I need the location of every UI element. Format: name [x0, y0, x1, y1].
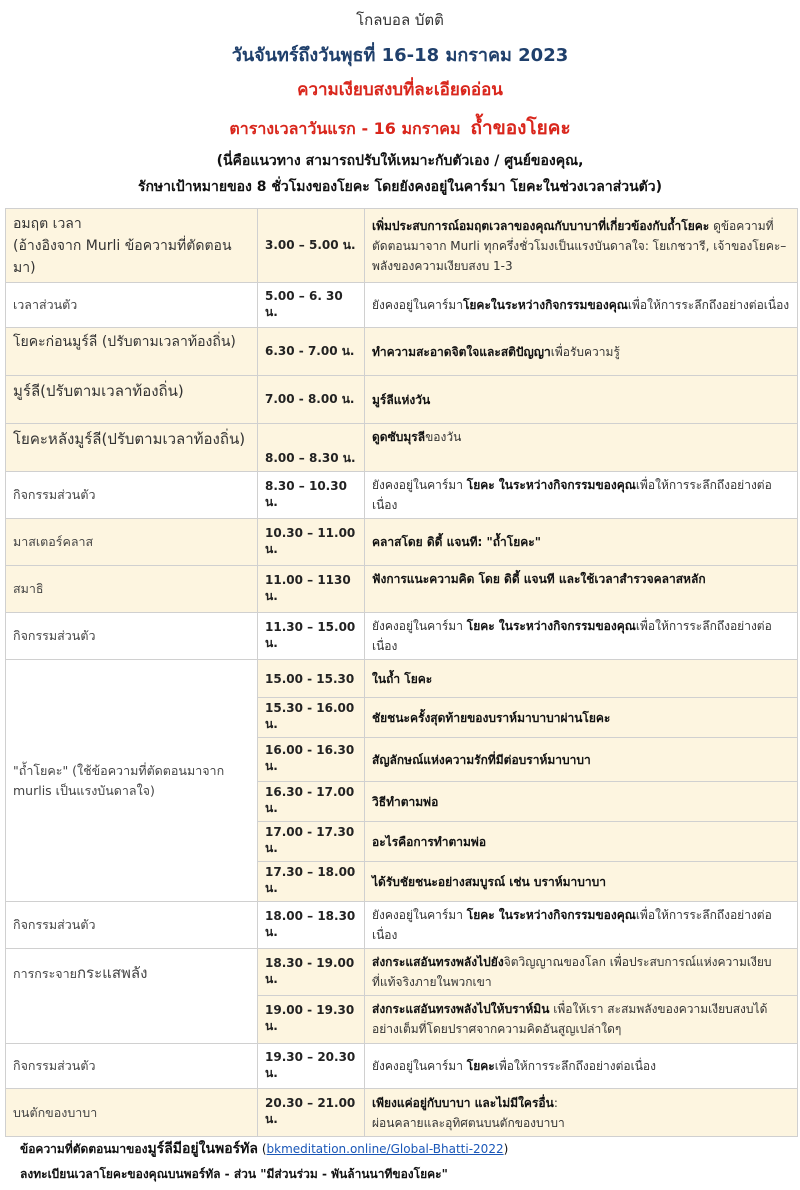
- table-row: [6, 613, 798, 660]
- description-bold: เพิ่มประสบการณ์อมฤตเวลาของคุณกับบาบาที่เกี่ยวข้องกับถ้ำโยคะ: [372, 218, 710, 233]
- table-row: [6, 902, 798, 949]
- description-bold: คลาสโดย ดิดี้ แจนที: "ถ้ำโยคะ": [372, 535, 541, 549]
- activity-cell: โยคะหลังมูร์ลี(ปรับตามเวลาท้องถิ่น): [6, 424, 258, 472]
- header-theme: ความเงียบสงบที่ละเอียดอ่อน: [297, 80, 503, 100]
- description-cell: [365, 283, 798, 328]
- time-cell: 16.00 - 16.30 น.: [258, 738, 365, 782]
- description-cell: [365, 328, 798, 376]
- time-cell: 19.30 – 20.30 น.: [258, 1044, 365, 1089]
- description-cell: [365, 613, 798, 660]
- table-row: [6, 949, 798, 996]
- description-bold: ส่งกระแสอันทรงพลังไปยัง: [372, 955, 504, 969]
- time-cell: 19.00 - 19.30 น.: [258, 996, 365, 1044]
- description-bold: ได้รับชัยชนะอย่างสมบูรณ์ เช่น บราห์มาบาบา: [372, 874, 606, 889]
- description-cell: [365, 424, 798, 472]
- activity-cell: กิจกรรมส่วนตัว: [6, 613, 258, 660]
- time-cell: 16.30 - 17.00 น.: [258, 782, 365, 822]
- activity-cell: [6, 209, 258, 283]
- time-cell: 10.30 – 11.00 น.: [258, 519, 365, 566]
- activity-label: อมฤต เวลา: [13, 215, 82, 232]
- table-row: [6, 424, 798, 472]
- description-post: เพื่อให้การระลึกถึงอย่างต่อเนื่อง: [372, 619, 772, 653]
- table-row: [6, 660, 798, 698]
- footer-note-close: ): [503, 1142, 509, 1156]
- header-line-1: โกลบอล บัตติ: [356, 11, 444, 29]
- description-bold: ชัยชนะครั้งสุดท้ายของบราห์มาบาบาผ่านโยคะ: [372, 710, 611, 725]
- description-bold: โยคะในระหว่างกิจกรรมของคุณ: [462, 298, 628, 312]
- description-cell: [365, 862, 798, 902]
- activity-cell: กิจกรรมส่วนตัว: [6, 902, 258, 949]
- activity-label-large: กระแสพลัง: [76, 964, 148, 982]
- time-cell: 8.30 – 10.30 น.: [258, 472, 365, 519]
- time-cell: 17.00 - 17.30 น.: [258, 822, 365, 862]
- time-cell: 15.00 - 15.30: [258, 660, 365, 698]
- table-row: [6, 376, 798, 424]
- activity-cell: กิจกรรมส่วนตัว: [6, 1044, 258, 1089]
- description-pre: ยังคงอยู่ในคาร์มา: [372, 619, 467, 633]
- description-bold: โยคะ ในระหว่างกิจกรรมของคุณ: [466, 478, 636, 492]
- description-cell: [365, 566, 798, 613]
- activity-label: การกระจาย: [13, 966, 77, 981]
- description-bold: โยคะ: [466, 1059, 495, 1073]
- time-cell: 7.00 - 8.00 น.: [258, 376, 365, 424]
- time-cell: 11.30 – 15.00 น.: [258, 613, 365, 660]
- description-bold: ฟังการแนะความคิด โดย ดิดี้ แจนที และใช้เวลาสำรวจคลาสหลัก: [372, 572, 706, 586]
- description-cell: [365, 660, 798, 698]
- description-bold: สัญลักษณ์แห่งความรักที่มีต่อบราห์มาบาบา: [372, 752, 591, 767]
- description-bold: โยคะ ในระหว่างกิจกรรมของคุณ: [466, 908, 636, 922]
- footer-note-bold: มูร์ลีมีอยู่ในพอร์ทัล: [147, 1141, 258, 1157]
- description-bold: ทำความสะอาดจิตใจและสติปัญญา: [372, 344, 551, 359]
- description-cell: [365, 902, 798, 949]
- description-post: เพื่อรับความรู้: [550, 344, 620, 359]
- description-cell: [365, 738, 798, 782]
- description-bold: ในถ้ำ โยคะ: [372, 671, 433, 686]
- table-row: [6, 472, 798, 519]
- table-row: [6, 519, 798, 566]
- time-cell: 3.00 – 5.00 น.: [258, 209, 365, 283]
- table-row: [6, 566, 798, 613]
- description-cell: [365, 1089, 798, 1137]
- description-bold: ส่งกระแสอันทรงพลังไปให้บราห์มิน: [372, 1002, 550, 1016]
- description-bold: มูร์ลีแห่งวัน: [372, 392, 431, 407]
- header-dates: วันจันทร์ถึงวันพุธที่ 16-18 มกราคม 2023: [231, 45, 569, 66]
- header-schedule-title: [0, 113, 800, 143]
- activity-cell: มูร์ลี(ปรับตามเวลาท้องถิ่น): [6, 376, 258, 424]
- activity-cell-cave: "ถ้ำโยคะ" (ใช้ข้อความที่ตัดตอนมาจาก murlis เป็นแรงบันดาลใจ): [6, 660, 258, 902]
- guidance-line-2: รักษาเป้าหมายของ 8 ชั่วโมงของโยคะ โดยยังคงอยู่ในคาร์มา โยคะในช่วงเวลาส่วนตัว): [137, 179, 663, 195]
- activity-cell: มาสเตอร์คลาส: [6, 519, 258, 566]
- schedule-table: [5, 208, 798, 1137]
- description-cell: [365, 822, 798, 862]
- description-cell: [365, 996, 798, 1044]
- table-row: [6, 209, 798, 283]
- activity-sublabel: (อ้างอิงจาก Murli ข้อความที่ตัดตอนมา): [13, 237, 232, 276]
- table-row: [6, 283, 798, 328]
- time-cell: 6.30 - 7.00 น.: [258, 328, 365, 376]
- description-bold: โยคะ ในระหว่างกิจกรรมของคุณ: [466, 619, 636, 633]
- description-pre: ยังคงอยู่ในคาร์มา: [372, 478, 467, 492]
- description-post: :: [553, 1095, 558, 1110]
- activity-cell: บนตักของบาบา: [6, 1089, 258, 1137]
- description-rest: ดูข้อความที่ตัดตอนมาจาก Murli ทุกครึ่งชั่วโมงเป็นแรงบันดาลใจ: โยเกชวารี, เจ้าของโยคะ– พลังของความเงียบสงบ 1-3: [372, 218, 787, 273]
- schedule-title-cave: ถ้ำของโยคะ: [470, 117, 571, 139]
- footer-note-open: (: [258, 1142, 267, 1156]
- description-cell: [365, 949, 798, 996]
- footer-register-note: ลงทะเบียนเวลาโยคะของคุณบนพอร์ทัล - ส่วน "มีส่วนร่วม - พันล้านนาทีของโยคะ": [20, 1167, 448, 1181]
- description-line-2: ผ่อนคลายและอุทิศตนบนตักของบาบา: [372, 1115, 565, 1130]
- time-cell: 20.30 – 21.00 น.: [258, 1089, 365, 1137]
- table-row: [6, 1044, 798, 1089]
- description-post: เพื่อให้การระลึกถึงอย่างต่อเนื่อง: [494, 1059, 656, 1073]
- description-post: เพื่อให้การระลึกถึงอย่างต่อเนื่อง: [372, 908, 772, 942]
- activity-cell: [6, 949, 258, 1044]
- description-pre: ยังคงอยู่ในคาร์มา: [372, 298, 463, 312]
- footer-murli-note: [20, 1138, 508, 1160]
- description-cell: [365, 209, 798, 283]
- description-post: ของวัน: [425, 430, 462, 444]
- table-row: [6, 1089, 798, 1137]
- description-cell: [365, 1044, 798, 1089]
- description-post: เพื่อให้การระลึกถึงอย่างต่อเนื่อง: [372, 478, 772, 512]
- description-pre: ยังคงอยู่ในคาร์มา: [372, 908, 467, 922]
- time-cell: 11.00 – 1130 น.: [258, 566, 365, 613]
- description-cell: [365, 698, 798, 738]
- description-post: เพื่อให้การระลึกถึงอย่างต่อเนื่อง: [627, 298, 790, 312]
- activity-cell: เวลาส่วนตัว: [6, 283, 258, 328]
- time-cell: 5.00 – 6. 30 น.: [258, 283, 365, 328]
- activity-cell: กิจกรรมส่วนตัว: [6, 472, 258, 519]
- description-post: เพื่อให้เรา สะสมพลังของความเงียบสงบได้อย่างเต็มที่โดยปราศจากความคิดอันสูญเปล่าใดๆ: [372, 1002, 768, 1036]
- time-cell: 17.30 – 18.00 น.: [258, 862, 365, 902]
- description-post: จิตวิญญาณของโลก เพื่อประสบการณ์แห่งความเงียบที่แท้จริงภายในพวกเขา: [372, 955, 772, 989]
- activity-cell: โยคะก่อนมูร์ลี (ปรับตามเวลาท้องถิ่น): [6, 328, 258, 376]
- time-cell: 15.30 - 16.00 น.: [258, 698, 365, 738]
- table-row: [6, 328, 798, 376]
- description-cell: [365, 472, 798, 519]
- schedule-title-date: ตารางเวลาวันแรก - 16 มกราคม: [229, 119, 461, 138]
- description-bold: วิธีทำตามพ่อ: [372, 794, 439, 809]
- time-cell: 8.00 – 8.30 น.: [258, 424, 365, 472]
- description-bold: อะไรคือการทำตามพ่อ: [372, 834, 487, 849]
- activity-cell: สมาธิ: [6, 566, 258, 613]
- description-cell: [365, 782, 798, 822]
- description-cell: [365, 519, 798, 566]
- guidance-line-1: (นี่คือแนวทาง สามารถปรับให้เหมาะกับตัวเอง / ศูนย์ของคุณ,: [216, 153, 584, 169]
- portal-link[interactable]: bkmeditation.online/Global-Bhatti-2022: [266, 1142, 504, 1156]
- time-cell: 18.30 - 19.00 น.: [258, 949, 365, 996]
- description-cell: [365, 376, 798, 424]
- description-pre: ยังคงอยู่ในคาร์มา: [372, 1059, 467, 1073]
- time-cell: 18.00 – 18.30 น.: [258, 902, 365, 949]
- header-guidance: [0, 148, 800, 200]
- description-bold: เพียงแค่อยู่กับบาบา และไม่มีใครอื่น: [372, 1095, 554, 1110]
- description-bold: ดูดซับมุรลี: [372, 430, 426, 444]
- footer-note-pre: ข้อความที่ตัดตอนมาของ: [20, 1142, 148, 1156]
